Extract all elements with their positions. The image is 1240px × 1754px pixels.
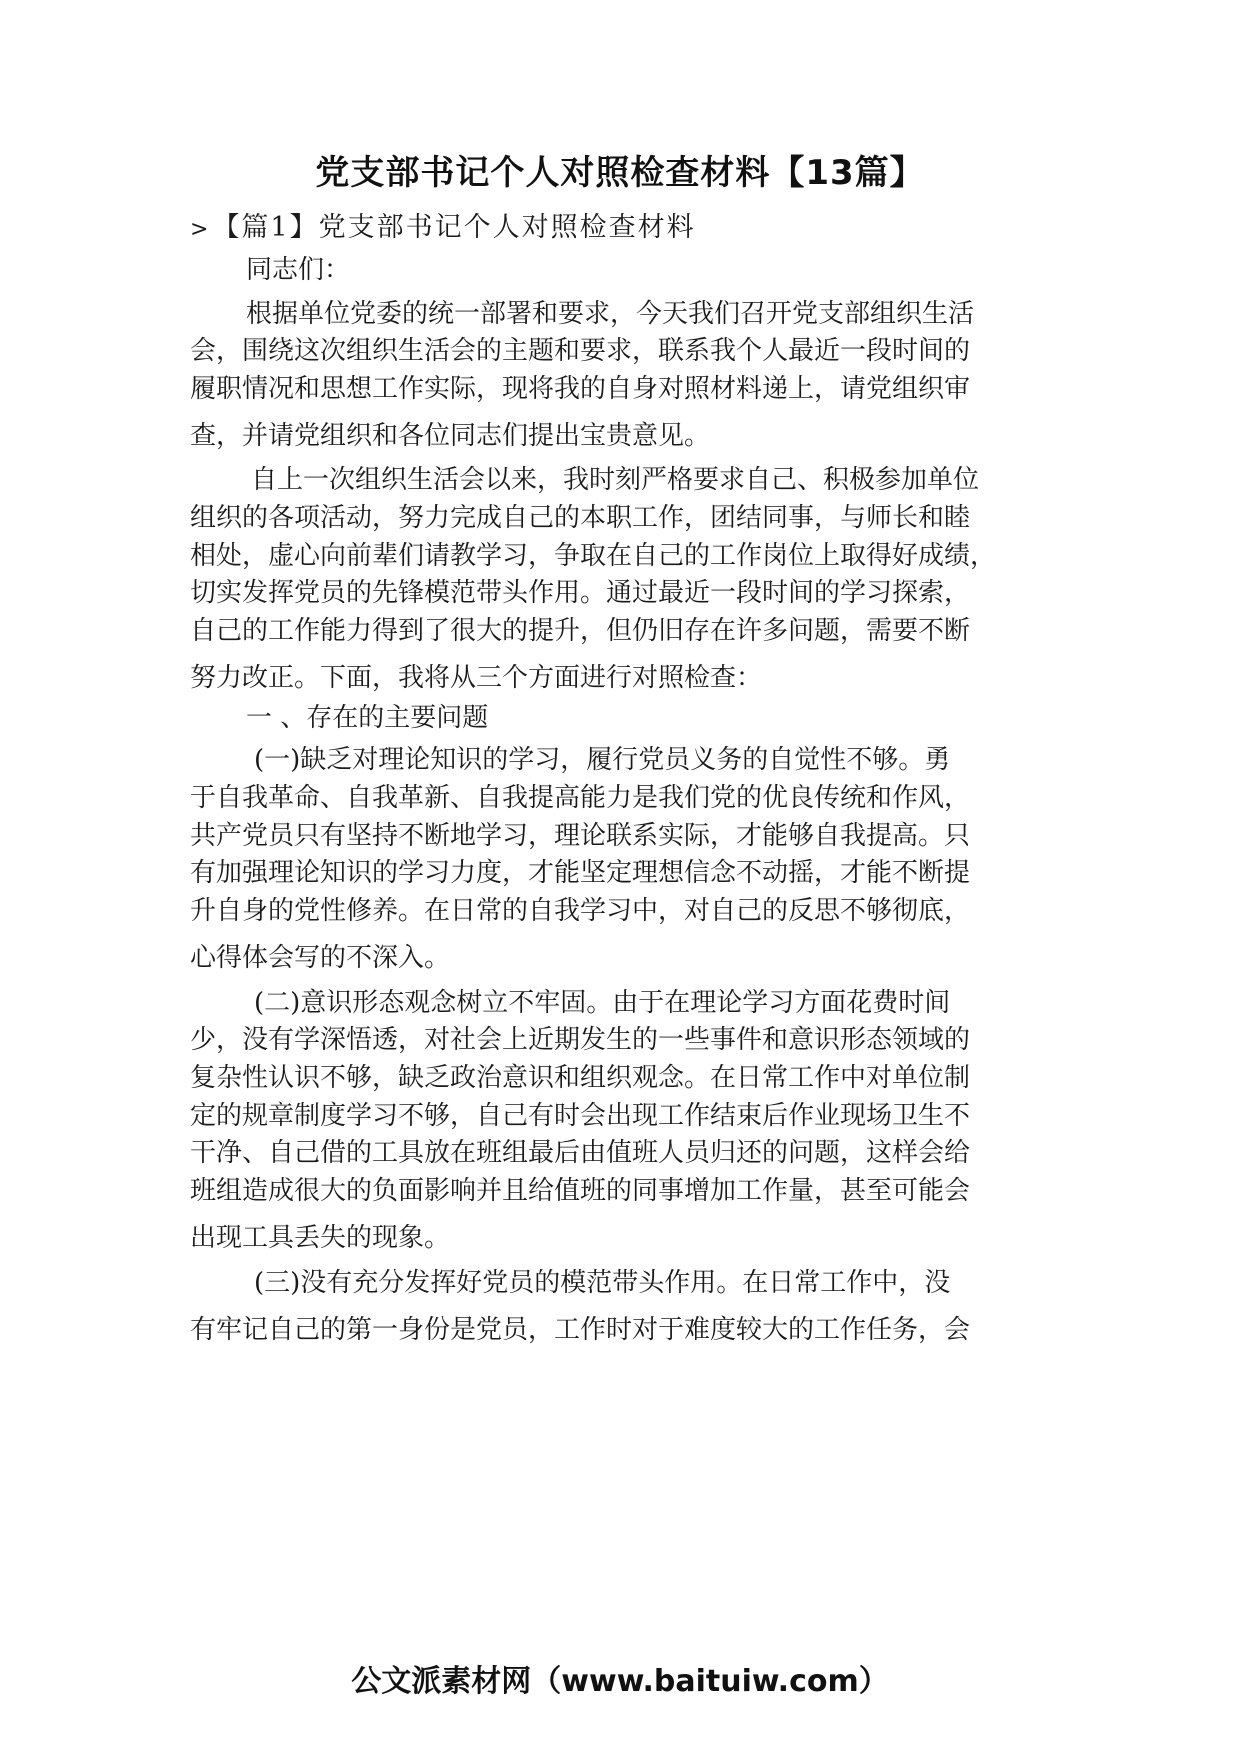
body-line: 定的规章制度学习不够，自己有时会出现工作结束后作业现场卫生不 (190, 1101, 971, 1131)
body-line: 相处，虚心向前辈们请教学习，争取在自己的工作岗位上取得好成绩， (190, 541, 997, 571)
body-line: 组织的各项活动，努力完成自己的本职工作，团结同事，与师长和睦 (190, 503, 971, 533)
body-line: 自己的工作能力得到了很大的提升，但仍旧存在许多问题，需要不断 (190, 616, 971, 646)
body-line: 共产党员只有坚持不断地学习，理论联系实际，才能够自我提高。只 (190, 821, 971, 851)
body-line: 少，没有学深悟透，对社会上近期发生的一些事件和意识形态领域的 (190, 1025, 971, 1055)
body-line: 自上一次组织生活会以来，我时刻严格要求自己、积极参加单位 (251, 465, 980, 495)
chevron-right-icon: > (190, 217, 211, 242)
body-line: (三)没有充分发挥好党员的模范带头作用。在日常工作中，没 (254, 1268, 951, 1298)
footer-watermark: 公文派素材网（www.baituiw.com） (351, 1664, 889, 1699)
section-heading-label: 【篇1】党支部书记个人对照检查材料 (212, 212, 696, 243)
document-title: 党支部书记个人对照检查材料【13篇】 (315, 153, 925, 193)
body-line: 同志们： (246, 255, 351, 285)
body-line: 有加强理论知识的学习力度，才能坚定理想信念不动摇，才能不断提 (190, 858, 971, 888)
body-line: 切实发挥党员的先锋模范带头作用。通过最近一段时间的学习探索， (190, 578, 971, 608)
body-line: 履职情况和思想工作实际，现将我的自身对照材料递上，请党组织审 (190, 374, 971, 404)
body-line: 一 、存在的主要问题 (246, 703, 489, 733)
body-line: 根据单位党委的统一部署和要求，今天我们召开党支部组织生活 (246, 299, 975, 329)
body-line: 复杂性认识不够，缺乏政治意识和组织观念。在日常工作中对单位制 (190, 1063, 971, 1093)
body-line: 心得体会写的不深入。 (190, 943, 451, 973)
body-line: 查，并请党组织和各位同志们提出宝贵意见。 (190, 421, 711, 451)
body-line: (二)意识形态观念树立不牢固。由于在理论学习方面花费时间 (254, 988, 951, 1018)
body-line: 会，围绕这次组织生活会的主题和要求，联系我个人最近一段时间的 (190, 336, 971, 366)
section-heading (190, 208, 696, 250)
body-line: 出现工具丢失的现象。 (190, 1223, 451, 1253)
body-line: 升自身的党性修养。在日常的自我学习中，对自己的反思不够彻底， (190, 896, 971, 926)
body-line: (一)缺乏对理论知识的学习，履行党员义务的自觉性不够。勇 (254, 745, 951, 775)
body-line: 于自我革命、自我革新、自我提高能力是我们党的优良传统和作风， (190, 783, 971, 813)
body-line: 有牢记自己的第一身份是党员，工作时对于难度较大的工作任务，会 (190, 1315, 971, 1345)
body-line: 干净、自己借的工具放在班组最后由值班人员归还的问题，这样会给 (190, 1138, 971, 1168)
body-line: 努力改正。下面，我将从三个方面进行对照检查： (190, 663, 763, 693)
body-line: 班组造成很大的负面影响并且给值班的同事增加工作量，甚至可能会 (190, 1176, 971, 1206)
